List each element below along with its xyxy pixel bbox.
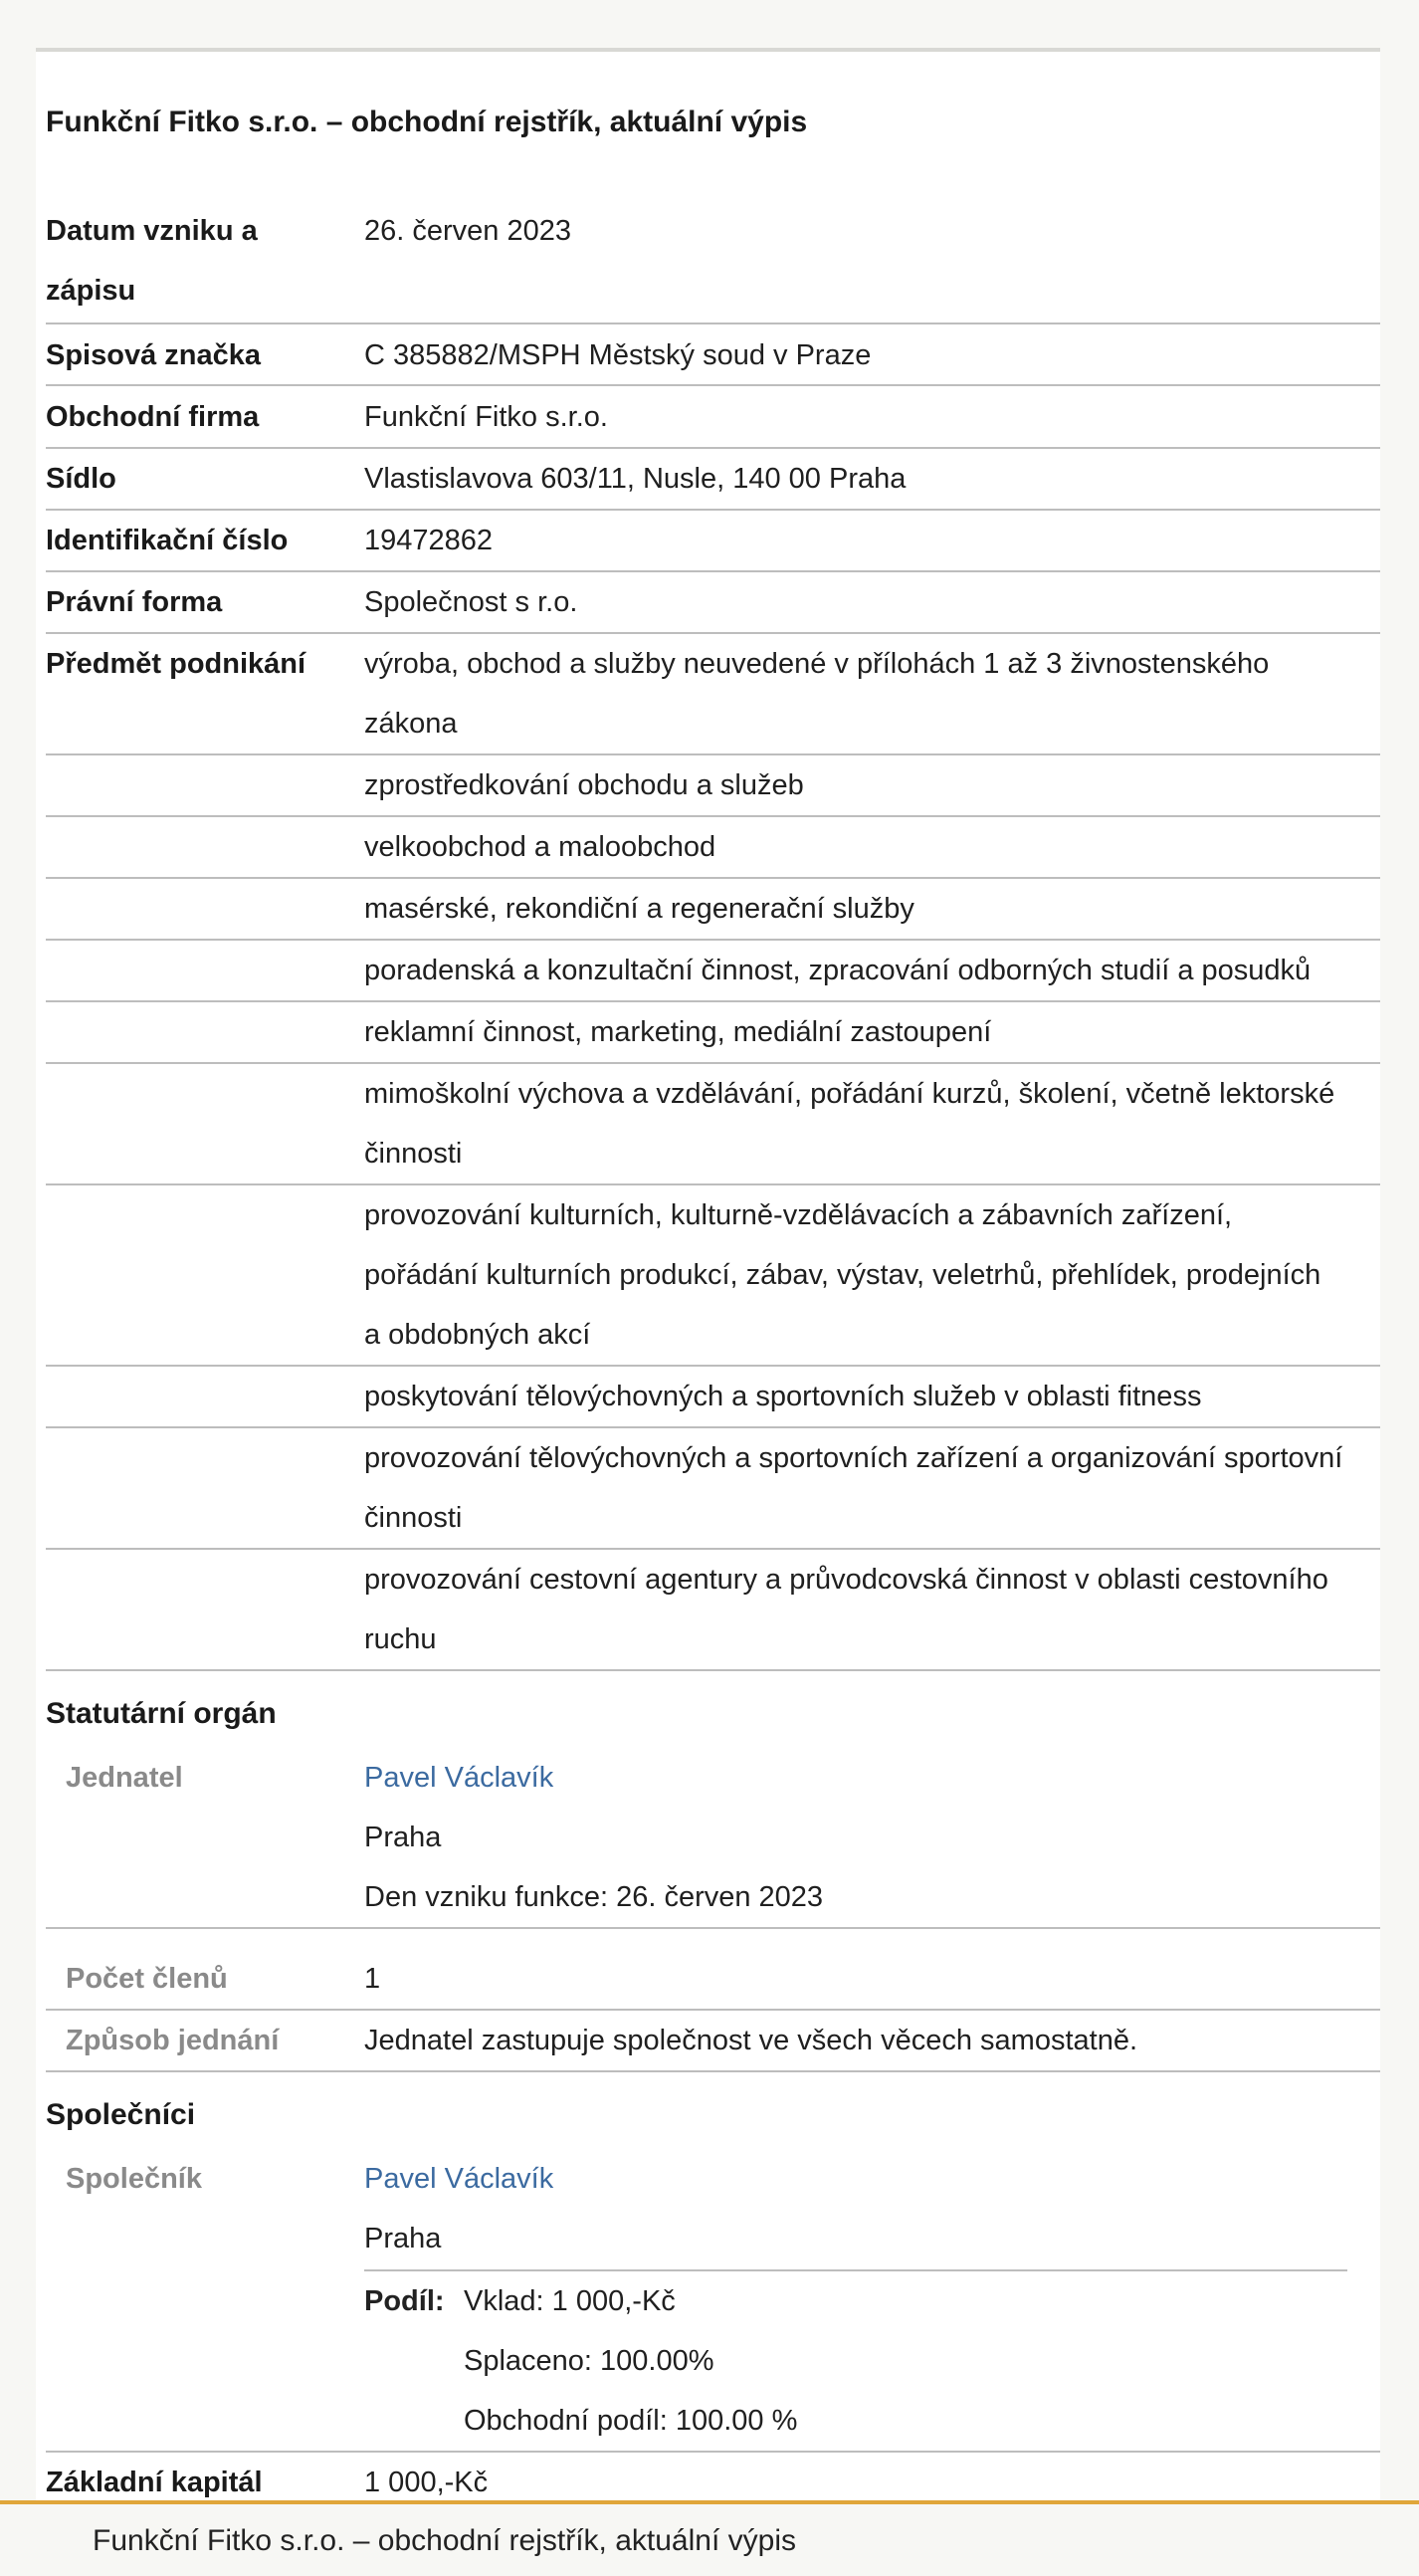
podil-label: Podíl: xyxy=(364,2285,445,2317)
predmet-line: zprostředkování obchodu a služeb xyxy=(364,769,804,801)
jednatel-since: Den vzniku funkce: 26. červen 2023 xyxy=(364,1881,824,1913)
sidlo-value: Vlastislavova 603/11, Nusle, 140 00 Praha xyxy=(364,463,907,495)
firma-value: Funkční Fitko s.r.o. xyxy=(364,401,608,433)
predmet-line: reklamní činnost, marketing, mediální zastoupení xyxy=(364,1016,992,1048)
sidlo-label: Sídlo xyxy=(46,463,116,495)
predmet-line: výroba, obchod a služby neuvedené v přílohách 1 až 3 živnostenského xyxy=(364,648,1270,680)
obchodni-podil-value: Obchodní podíl: 100.00 % xyxy=(464,2405,798,2437)
registry-card xyxy=(36,48,1380,2500)
spisova-label: Spisová značka xyxy=(46,339,261,371)
row-divider xyxy=(46,2070,1380,2072)
page-title: Funkční Fitko s.r.o. – obchodní rejstřík, aktuální výpis xyxy=(46,106,808,138)
datum-value: 26. červen 2023 xyxy=(364,215,571,247)
predmet-line: poradenská a konzultační činnost, zpracování odborných studií a posudků xyxy=(364,955,1312,986)
jednatel-city: Praha xyxy=(364,1822,442,1853)
vklad-value: Vklad: 1 000,-Kč xyxy=(464,2285,676,2317)
spolecnik-city: Praha xyxy=(364,2223,442,2254)
jednatel-label: Jednatel xyxy=(66,1762,183,1794)
predmet-line: velkoobchod a maloobchod xyxy=(364,831,716,863)
zpusob-label: Způsob jednání xyxy=(66,2025,280,2056)
row-divider xyxy=(46,1927,1380,1929)
predmet-line: poskytování tělovýchovných a sportovních služeb v oblasti fitness xyxy=(364,1381,1202,1412)
splaceno-value: Splaceno: 100.00% xyxy=(464,2345,714,2377)
firma-label: Obchodní firma xyxy=(46,401,260,433)
predmet-line: ruchu xyxy=(364,1623,437,1655)
row-divider xyxy=(46,1669,1380,1671)
predmet-line: provozování tělovýchovných a sportovních zařízení a organizování sportovní xyxy=(364,1442,1343,1474)
zpusob-value: Jednatel zastupuje společnost ve všech věcech samostatně. xyxy=(364,2025,1138,2056)
predmet-line: pořádání kulturních produkcí, zábav, výstav, veletrhů, přehlídek, prodejních xyxy=(364,1259,1321,1291)
kapital-value: 1 000,-Kč xyxy=(364,2467,489,2498)
kapital-label: Základní kapitál xyxy=(46,2467,263,2498)
datum-label-1: Datum vzniku a xyxy=(46,215,258,247)
pravni-value: Společnost s r.o. xyxy=(364,586,578,618)
jednatel-name-link[interactable]: Pavel Václavík xyxy=(364,1762,554,1794)
predmet-line: masérské, rekondiční a regenerační služby xyxy=(364,893,914,925)
row-divider xyxy=(46,384,1380,386)
predmet-line: činnosti xyxy=(364,1138,463,1170)
predmet-line: činnosti xyxy=(364,1502,463,1534)
ico-label: Identifikační číslo xyxy=(46,525,289,556)
statutarni-heading: Statutární orgán xyxy=(46,1697,277,1730)
spolecnik-label: Společník xyxy=(66,2163,202,2195)
row-divider xyxy=(46,570,1380,572)
datum-label-2: zápisu xyxy=(46,275,136,307)
pocet-label: Počet členů xyxy=(66,1963,228,1995)
spolecnik-name-link[interactable]: Pavel Václavík xyxy=(364,2163,554,2195)
footer-title: Funkční Fitko s.r.o. – obchodní rejstřík, aktuální výpis xyxy=(93,2524,796,2557)
pocet-value: 1 xyxy=(364,1963,381,1995)
predmet-line: provozování cestovní agentury a průvodcovská činnost v oblasti cestovního xyxy=(364,1564,1328,1596)
predmet-line: provozování kulturních, kulturně-vzdělávacích a zábavních zařízení, xyxy=(364,1199,1233,1231)
predmet-line: zákona xyxy=(364,708,458,740)
page-footer xyxy=(0,2500,1419,2576)
spolecnici-heading: Společníci xyxy=(46,2098,196,2131)
ico-value: 19472862 xyxy=(364,525,494,556)
predmet-line: a obdobných akcí xyxy=(364,1319,591,1351)
spisova-value: C 385882/MSPH Městský soud v Praze xyxy=(364,339,872,371)
predmet-line: mimoškolní výchova a vzdělávání, pořádání kurzů, školení, včetně lektorské xyxy=(364,1078,1335,1110)
pravni-label: Právní forma xyxy=(46,586,223,618)
predmet-label: Předmět podnikání xyxy=(46,648,306,680)
row-divider xyxy=(46,322,1380,324)
